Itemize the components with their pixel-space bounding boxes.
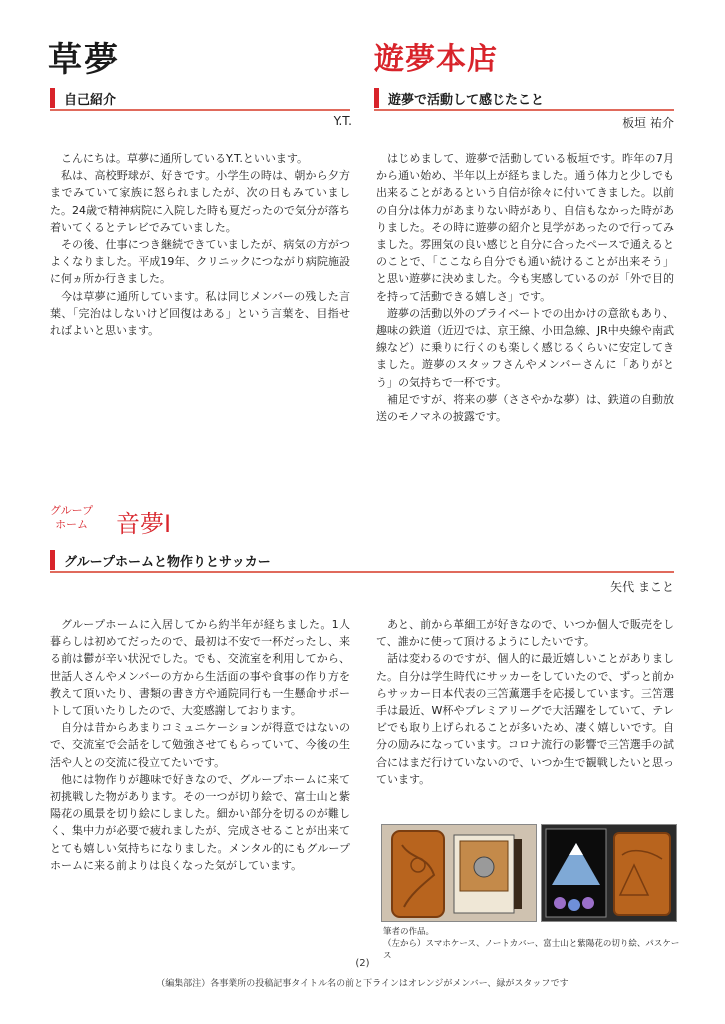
brand-soumu: 草夢 (48, 40, 120, 80)
article-group-home-left (50, 616, 350, 874)
photo-kirie-image (542, 825, 676, 921)
paragraph: その後、仕事につき継続できていましたが、病気の方がつよくなりました。平成19年、クリニックにつながり病院施設に何ヵ所か行きました。 (50, 238, 350, 286)
photo-leather-works (381, 824, 537, 922)
paragraph: 遊夢の活動以外のプライベートでの出かけの意欲もあり、趣味の鉄道（近辺では、京王線、小田急線、JR中央線や南武線など）に乗りに行くのも楽しく感じるくらいに安定してきました。遊夢のスタッフさんやメンバーさんに「ありがとう」の気持ちで一杯です。 (376, 306, 674, 389)
paragraph: 他には物作りが趣味で好きなので、グループホームに来て初挑戦した物があります。その一つが切り絵で、富士山と紫陽花の風景を切り絵にしました。細かい部分を切るのが難しく、集中力が必要で疲れましたが、完成させることが出来てとても嬉しい気持ちになりました。メンタル的にもグループホームに来る前よりは良くなった気がしています。 (50, 772, 350, 872)
author-yt: Y.T. (333, 114, 352, 128)
photo-kirie-and-passcase (541, 824, 677, 922)
paragraph: こんにちは。草夢に通所しているY.T.といいます。 (61, 152, 309, 165)
paragraph: あと、前から革細工が好きなので、いつか個人で販売をして、誰かに使って頂けるようにしたいです。 (376, 618, 674, 649)
section-heading-text: 自己紹介 (64, 93, 117, 108)
article-yumu-activity (376, 150, 674, 425)
section-heading-yumu-activity (374, 88, 674, 108)
brand-otomu: 音夢Ⅰ (116, 510, 172, 538)
paragraph: はじめまして、遊夢で活動している板垣です。昨年の7月から通い始め、半年以上が経ちました。通う体力と少しでも出来ることがあるという自信が徐々に付いてきました。以前の自分は体力があまりない時があり、自信もなかった時がありました。その時に遊夢の紹介と見学があったので行ってみました。雰囲気の良い感じと自分に合ったペースで通えるとのことで、「ここなら自分でも通い続けることが出来そう」と思い遊夢に決めました。今も実感しているのが「外で目的を持って活動できる嬉しさ」です。 (376, 152, 674, 303)
author-yashiro: 矢代 まこと (610, 580, 674, 594)
paragraph: 今は草夢に通所しています。私は同じメンバーの残した言葉、「完治はしないけど回復はある」という言葉を、目指せればよいと思います。 (50, 289, 350, 338)
article-self-intro (50, 150, 350, 339)
section-heading-self-intro (50, 88, 350, 108)
paragraph: 補足ですが、将来の夢（ささやかな夢）は、鉄道の自動放送のモノマネの披露です。 (376, 392, 674, 424)
paragraph: 私は、高校野球が、好きです。小学生の時は、朝から夕方までみていて家族に怒られましたが、次の日もみていました。24歳で精神病院に入院した時も夏だったので気分が落ち着いてくるとテレビでみていました。 (50, 169, 350, 234)
paragraph: 自分は昔からあまりコミュニケーションが得意ではないので、交流室で会話をして勉強させてもらっていて、今後の生活や人との交流に役立てたいです。 (50, 721, 350, 769)
caption-line: （左から）スマホケース、ノートカバー、富士山と紫陽花の切り絵、パスケース (383, 939, 680, 961)
photo-leather-works-image (382, 825, 536, 921)
author-itagaki: 板垣 祐介 (622, 116, 674, 130)
brand-yumu-honten: 遊夢本店 (374, 42, 498, 77)
section-heading-text: グループホームと物作りとサッカー (64, 555, 271, 570)
brand-group-home-label (50, 504, 93, 532)
paragraph: グループホームに入居してから約半年が経ちました。1人暮らしは初めてだったので、最初は不安で一杯だったし、来る前は鬱が辛い状況でした。でも、交流室を利用してから、世話人さんやメンバーの方から生活面の事や食事の作り方を教えて頂いたり、書類の書き方や通院同行も一生懸命サポートして頂いたりしたので、大変感謝しております。 (50, 618, 350, 718)
photo-caption (383, 926, 683, 962)
caption-line: 筆者の作品。 (383, 927, 435, 937)
section-heading-text: 遊夢で活動して感じたこと (388, 93, 545, 108)
article-group-home-right (376, 616, 674, 788)
section-heading-group-home (50, 550, 674, 570)
brand-small-text: グループ (50, 504, 94, 517)
brand-small-text: ホーム (55, 518, 89, 531)
editor-note: （編集部注）各事業所の投稿記事タイトル名の前と下ラインはオレンジがメンバー、緑がスタッフです (156, 979, 569, 989)
page-number: (2) (355, 958, 370, 969)
paragraph: 話は変わるのですが、個人的に最近嬉しいことがありました。自分は学生時代にサッカーをしていたので、ずっと前からサッカー日本代表の三笘薫選手を応援しています。三笘選手は最近、W杯やプレミアリーグで大活躍をしていて、テレビでも取り上げられることが多いため、凄く嬉しいです。自分の励みになっています。コロナ流行の影響で三笘選手の試合にはまだ行けていないので、いつか生で観戦したいと思っています。 (376, 652, 674, 786)
